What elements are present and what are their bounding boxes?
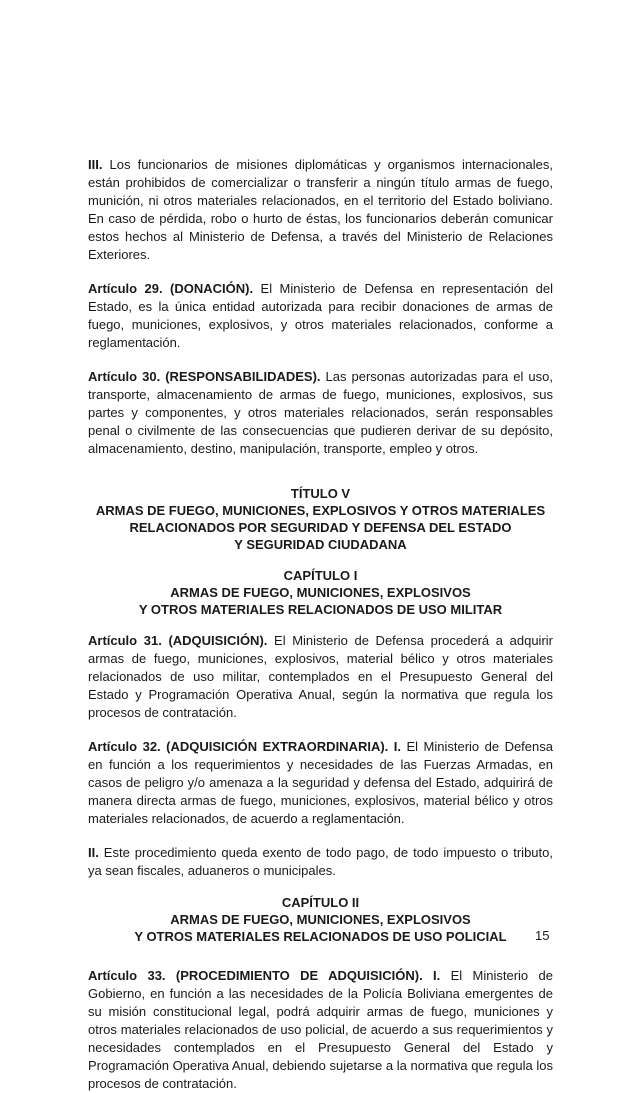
article-30 [88, 368, 553, 458]
paragraph-text: Este procedimiento queda exento de todo pago, de todo impuesto o tributo, ya sean fiscales, aduaneros o municipales. [88, 845, 553, 878]
chapter-ii-line: Y OTROS MATERIALES RELACIONADOS DE USO POLICIAL [134, 929, 507, 944]
paragraph-text: Los funcionarios de misiones diplomáticas y organismos internacionales, están prohibidos de comercializar o transferir a ningún título armas de fuego, munición, ni otros materiales relacionados, en el territorio del Estado boliviano. En caso de pérdida, robo o hurto de éstas, los funcionarios deberán comunicar estos hechos al Ministerio de Defensa, a través del Ministerio de Relaciones Exteriores. [88, 157, 553, 262]
chapter-ii-label: CAPÍTULO II [281, 895, 360, 910]
chapter-ii-heading [88, 894, 553, 945]
document-body [88, 156, 553, 1093]
chapter-ii-line: ARMAS DE FUEGO, MUNICIONES, EXPLOSIVOS [170, 912, 471, 927]
article-32-ii [88, 844, 553, 880]
article-29 [88, 280, 553, 352]
article-33 [88, 967, 553, 1093]
page-number: 15 [535, 928, 550, 943]
article-32 [88, 738, 553, 828]
article-lead: Artículo 32. (ADQUISICIÓN EXTRAORDINARIA). I. [88, 739, 401, 754]
article-text: El Ministerio de Defensa en función a los requerimientos y necesidades de las Fuerzas Armadas, en casos de peligro y/o amenaza a la seguridad y defensa del Estado, adquirirá de manera directa armas de fuego, municiones, explosivos, material bélico y otros materiales relacionados, de acuerdo a reglamentación. [88, 739, 553, 826]
chapter-i-label: CAPÍTULO I [283, 568, 358, 583]
paragraph-lead: III. [88, 157, 103, 172]
title-v-line: RELACIONADOS POR SEGURIDAD Y DEFENSA DEL ESTADO [129, 520, 512, 535]
article-text: El Ministerio de Defensa en representación del Estado, es la única entidad autorizada para recibir donaciones de armas de fuego, municiones, explosivos, y otros materiales relacionados, conforme a reglamentación. [88, 281, 553, 350]
article-lead: Artículo 29. (DONACIÓN). [88, 281, 254, 296]
article-31 [88, 632, 553, 722]
article-text: Las personas autorizadas para el uso, transporte, almacenamiento de armas de fuego, municiones, explosivos, sus partes y componentes, y otros materiales relacionados, serán responsables penal o civilmente de las consecuencias que pudieren derivar de su depósito, almacenamiento, destino, manipulación, transporte, empleo y otros. [88, 369, 553, 456]
chapter-i-heading [88, 567, 553, 618]
article-lead: Artículo 30. (RESPONSABILIDADES). [88, 369, 321, 384]
article-lead: Artículo 31. (ADQUISICIÓN). [88, 633, 268, 648]
paragraph-iii [88, 156, 553, 264]
article-text: El Ministerio de Gobierno, en función a las necesidades de la Policía Boliviana emergentes de su misión constitucional legal, podrá adquirir armas de fuego, municiones y otros materiales relacionados de uso policial, de acuerdo a sus requerimientos y necesidades contemplados en el Presupuesto General del Estado y Programación Operativa Anual, debiendo sujetarse a la normativa que regula los procesos de contratación. [88, 968, 553, 1091]
article-text: El Ministerio de Defensa procederá a adquirir armas de fuego, municiones, explosivos, material bélico y otros materiales relacionados de uso militar, contemplados en el Presupuesto General del Estado y Programación Operativa Anual, según la normativa que regula los procesos de contratación. [88, 633, 553, 720]
article-lead: Artículo 33. (PROCEDIMIENTO DE ADQUISICIÓN). I. [88, 968, 441, 983]
paragraph-lead: II. [88, 845, 99, 860]
chapter-i-line: ARMAS DE FUEGO, MUNICIONES, EXPLOSIVOS [170, 585, 471, 600]
title-v-line: ARMAS DE FUEGO, MUNICIONES, EXPLOSIVOS Y OTROS MATERIALES [95, 503, 546, 518]
title-v-heading [88, 485, 553, 553]
chapter-i-line: Y OTROS MATERIALES RELACIONADOS DE USO MILITAR [138, 602, 503, 617]
title-v-line: Y SEGURIDAD CIUDADANA [234, 537, 407, 552]
title-v-label: TÍTULO V [290, 486, 351, 501]
